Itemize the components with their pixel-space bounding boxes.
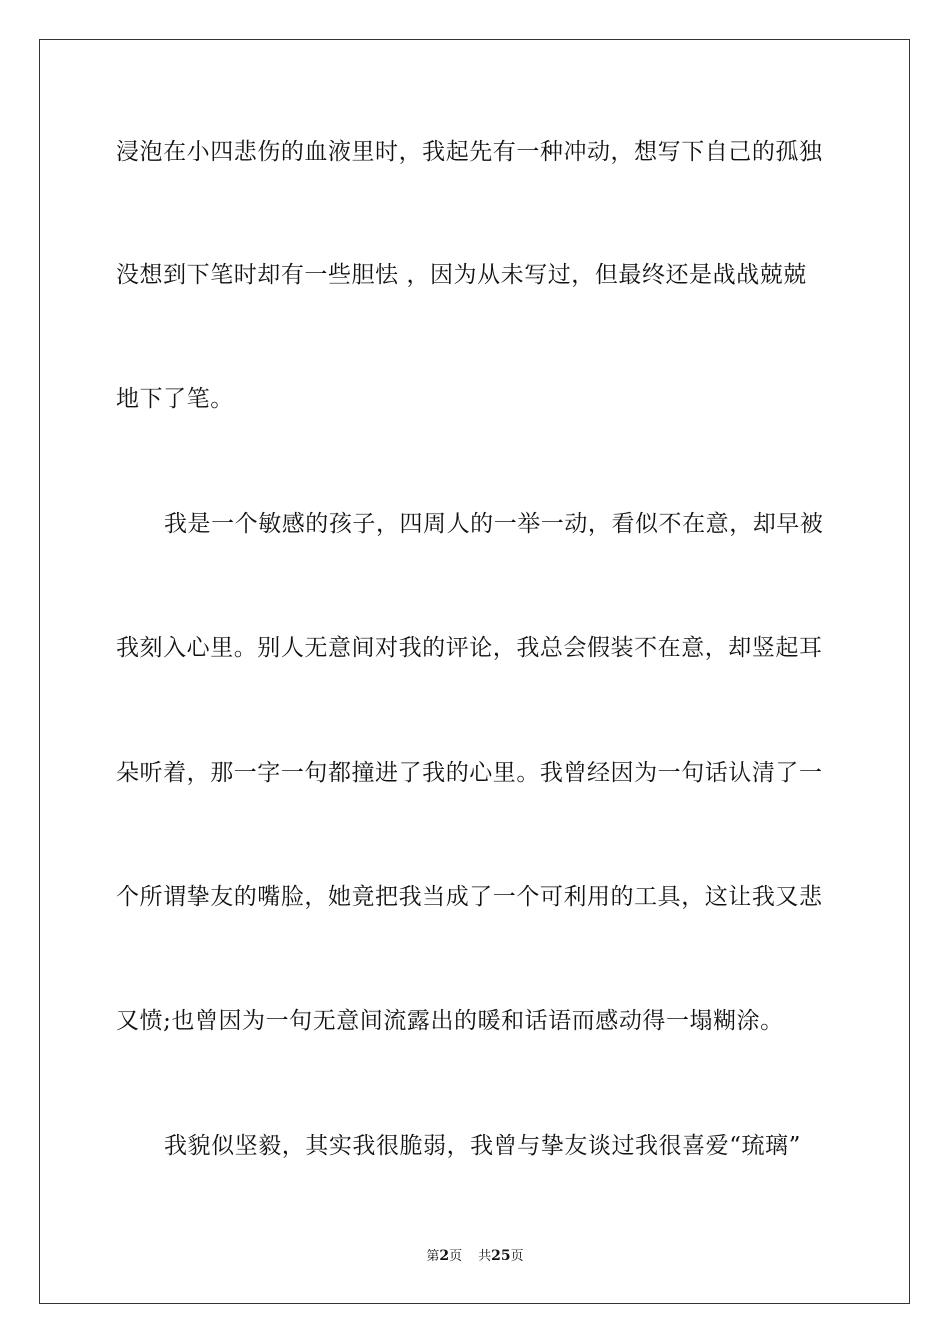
text-line-6: 朵听着，那一字一句都撞进了我的心里。我曾经因为一句话认清了一 <box>116 760 823 786</box>
text-line-4: 我是一个敏感的孩子，四周人的一举一动，看似不在意，却早被 <box>164 511 824 537</box>
text-line-7: 个所谓挚友的嘴脸，她竟把我当成了一个可利用的工具，这让我又悲 <box>116 884 823 910</box>
total-prefix: 共 <box>478 1249 492 1264</box>
total-suffix: 页 <box>510 1249 524 1264</box>
total-pages: 25 <box>491 1248 511 1264</box>
page-footer <box>0 1247 950 1266</box>
text-line-9: 我貌似坚毅，其实我很脆弱，我曾与挚友谈过我很喜爱“琉璃” <box>164 1133 801 1159</box>
text-line-3: 地下了笔。 <box>116 386 234 412</box>
page-prefix: 第 <box>426 1249 440 1264</box>
text-line-2: 没想到下笔时却有一些胆怯 ，因为从未写过，但最终还是战战兢兢 <box>116 262 807 288</box>
page-suffix: 页 <box>449 1249 463 1264</box>
text-line-1: 浸泡在小四悲伤的血液里时，我起先有一种冲动，想写下自己的孤独 <box>116 139 823 165</box>
page-number: 2 <box>439 1248 450 1264</box>
text-line-5: 我刻入心里。别人无意间对我的评论，我总会假装不在意，却竖起耳 <box>116 635 823 661</box>
page-border <box>39 39 910 1304</box>
text-line-8: 又愤;也曾因为一句无意间流露出的暖和话语而感动得一塌糊涂。 <box>116 1008 784 1034</box>
